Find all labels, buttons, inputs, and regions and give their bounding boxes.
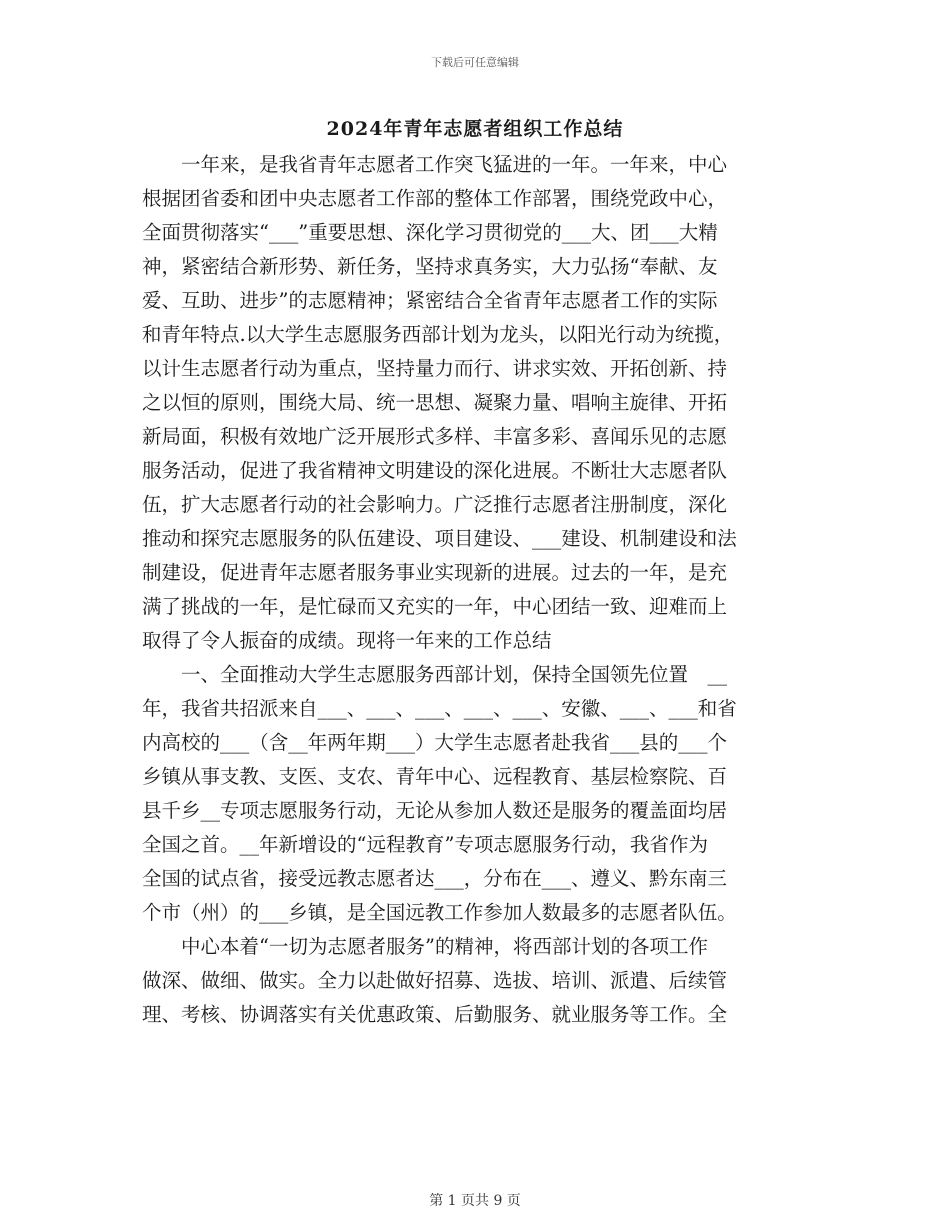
document-body [142,148,802,1032]
body-line: 全国之首。__年新增设的“远程教育”专项志愿服务行动，我省作为 [142,833,708,856]
body-line: 取得了令人振奋的成绩。现将一年来的工作总结 [142,629,552,652]
body-line: 制建设，促进青年志愿者服务事业实现新的进展。过去的一年，是充 [142,561,728,584]
document-title: 2024年青年志愿者组织工作总结 [326,118,624,140]
body-line: 年，我省共招派来自___、___、___、___、___、安徽、___、___和省 [142,697,737,720]
page-footer: 第 1 页共 9 页 [429,1193,521,1209]
body-line: 全国的试点省，接受远教志愿者达___，分布在___、遵义、黔东南三 [142,867,728,890]
body-line: 爱、互助、进步”的志愿精神；紧密结合全省青年志愿者工作的实际 [142,289,718,312]
body-line: 神，紧密结合新形势、新任务，坚持求真务实，大力弘扬“奉献、友 [142,255,718,278]
body-line: 一年来，是我省青年志愿者工作突飞猛进的一年。一年来，中心 [142,153,728,176]
body-line: 中心本着“一切为志愿者服务”的精神，将西部计划的各项工作 [142,935,708,958]
body-line: 内高校的___（含__年两年期___）大学生志愿者赴我省___县的___个 [142,731,728,754]
body-line: 服务活动，促进了我省精神文明建设的深化进展。不断壮大志愿者队 [142,459,728,482]
body-line: 之以恒的原则，围绕大局、统一思想、凝聚力量、唱响主旋律、开拓 [142,391,728,414]
body-line: 满了挑战的一年，是忙碌而又充实的一年，中心团结一致、迎难而上 [142,595,728,618]
body-line: 新局面，积极有效地广泛开展形式多样、丰富多彩、喜闻乐见的志愿 [142,425,728,448]
section-heading-line: 一、全面推动大学生志愿服务西部计划，保持全国领先位置 __ [142,663,728,686]
body-line: 全面贯彻落实“___”重要思想、深化学习贯彻党的___大、团___大精 [142,221,718,244]
body-line: 推动和探究志愿服务的队伍建设、项目建设、___建设、机制建设和法 [142,527,737,550]
header-note: 下载后可任意编辑 [431,56,519,69]
body-line: 理、考核、协调落实有关优惠政策、后勤服务、就业服务等工作。全 [142,1003,728,1026]
body-line: 做深、做细、做实。全力以赴做好招募、选拔、培训、派遣、后续管 [142,969,728,992]
body-line: 个市（州）的___乡镇，是全国远教工作参加人数最多的志愿者队伍。 [142,901,737,924]
body-line: 根据团省委和团中央志愿者工作部的整体工作部署，围绕党政中心， [142,187,728,210]
body-line: 以计生志愿者行动为重点，坚持量力而行、讲求实效、开拓创新、持 [142,357,728,380]
body-line: 乡镇从事支教、支医、支农、青年中心、远程教育、基层检察院、百 [142,765,728,788]
body-line: 伍，扩大志愿者行动的社会影响力。广泛推行志愿者注册制度，深化 [142,493,728,516]
body-line: 县千乡__专项志愿服务行动，无论从参加人数还是服务的覆盖面均居 [142,799,728,822]
body-line: 和青年特点.以大学生志愿服务西部计划为龙头，以阳光行动为统揽， [142,323,734,346]
